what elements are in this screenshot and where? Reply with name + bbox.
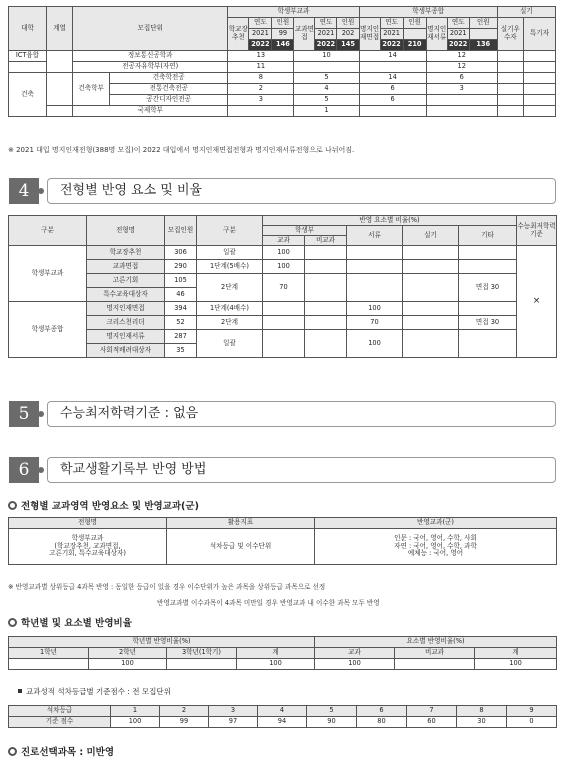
- stage-cell: 2단계: [197, 274, 263, 302]
- table-row: [9, 51, 556, 62]
- year-cell: 2021: [249, 29, 272, 40]
- value-cell: 8: [228, 73, 294, 84]
- table-row: [9, 62, 556, 73]
- etc-cell: [459, 260, 517, 274]
- etc-cell: [459, 330, 517, 358]
- value-cell: 100: [237, 659, 315, 670]
- col-quota: 모집인원: [165, 216, 197, 246]
- circle-bullet-icon: [8, 747, 17, 756]
- name-cell: 사회적배려대상자: [87, 344, 165, 358]
- year-cell: 2022: [315, 40, 337, 51]
- value-cell: 11: [228, 62, 294, 73]
- grade-cell: 4: [258, 706, 307, 717]
- value-cell: [359, 62, 426, 73]
- year-label: 연도: [380, 18, 403, 29]
- value-cell: 3: [426, 84, 497, 95]
- col-subjects: 반영교과(군): [315, 518, 557, 529]
- section-number: 5: [9, 401, 39, 427]
- row-label: 기준 점수: [9, 717, 111, 728]
- unit-cell: 공간디자인전공: [110, 95, 228, 106]
- name-cell: 고른기회: [87, 274, 165, 288]
- value-cell: 6: [359, 95, 426, 106]
- square-bullet-icon: [18, 689, 22, 693]
- col-myeong-int: 명지인재면접: [359, 18, 380, 51]
- quota-cell: 306: [165, 246, 197, 260]
- value-cell: 4: [294, 84, 359, 95]
- grade-cell: 9: [507, 706, 557, 717]
- col-year-ratio: 학년별 반영비율(%): [9, 637, 315, 648]
- value-cell: 3: [228, 95, 294, 106]
- col-gyoga-int: 교과면접: [294, 18, 315, 51]
- name-cell: [9, 529, 167, 565]
- grade-cell: 2: [160, 706, 209, 717]
- table-row: [9, 274, 557, 288]
- col-gyo: 교과: [263, 236, 305, 246]
- col-label: 비교과: [395, 648, 475, 659]
- year-cell: 2021: [380, 29, 403, 40]
- grade-cell: 1: [111, 706, 160, 717]
- value-cell: 2: [228, 84, 294, 95]
- inwon-label: 인원: [403, 18, 426, 29]
- value-cell: [167, 659, 237, 670]
- name-cell: 학교장추천: [87, 246, 165, 260]
- gyo-cell: 70: [263, 274, 305, 302]
- group-label: 학생부종합: [9, 302, 87, 358]
- value-cell: 6: [359, 84, 426, 95]
- grade-cell: 3: [209, 706, 258, 717]
- col-hakgyo: 학생부교과: [228, 7, 359, 18]
- year-cell: 2021: [447, 29, 469, 40]
- col-teukgi: 특기자: [523, 18, 555, 51]
- col-gubun: 구분: [9, 216, 87, 246]
- score-cell: 80: [357, 717, 407, 728]
- grade-score-table: [8, 705, 557, 728]
- value-cell: 5: [294, 95, 359, 106]
- value-cell: 14: [359, 73, 426, 84]
- value-cell: 100: [315, 659, 395, 670]
- table-row: [9, 659, 557, 670]
- value-cell: 10: [294, 51, 359, 62]
- unit-cell: 국제학부: [73, 106, 228, 117]
- value-cell: 6: [426, 73, 497, 84]
- section-title: 수능최저학력기준 : 없음: [47, 401, 556, 427]
- year-label: 연도: [249, 18, 272, 29]
- score-cell: 30: [457, 717, 507, 728]
- inwon-cell: 136: [469, 40, 497, 51]
- ratio-table: [8, 215, 557, 358]
- connector-dot: [38, 467, 44, 473]
- quota-cell: 290: [165, 260, 197, 274]
- col-silgi: 실기: [497, 7, 555, 18]
- subheading-ratio: [8, 615, 132, 629]
- grade-cell: 8: [457, 706, 507, 717]
- col-ratio: 반영 요소별 비율(%): [263, 216, 517, 226]
- quota-cell: 52: [165, 316, 197, 330]
- inwon-label: 인원: [337, 18, 359, 29]
- quota-cell: 287: [165, 330, 197, 344]
- section-title: 학교생활기록부 반영 방법: [47, 457, 556, 483]
- col-name: 전형명: [9, 518, 167, 529]
- inwon-label: 인원: [469, 18, 497, 29]
- connector-dot: [38, 188, 44, 194]
- stage-cell: 2단계: [197, 316, 263, 330]
- gyo-cell: 100: [263, 246, 305, 260]
- col-jonghap: 학생부종합: [359, 7, 497, 18]
- value-cell: 12: [426, 62, 497, 73]
- name-cell: 크리스천리더: [87, 316, 165, 330]
- col-hakgyo-rec: 학교장추천: [228, 18, 249, 51]
- score-cell: 0: [507, 717, 557, 728]
- doc-cell: [347, 274, 403, 302]
- section-number: 4: [9, 178, 39, 204]
- dept-cell: 건축학부: [73, 73, 110, 106]
- value-cell: 14: [359, 51, 426, 62]
- value-cell: 100: [89, 659, 167, 670]
- year-cell: 2021: [315, 29, 337, 40]
- section-5-header: [9, 401, 556, 427]
- value-cell: [395, 659, 475, 670]
- col-label: 계: [237, 648, 315, 659]
- subjects-table: [8, 517, 557, 565]
- doc-cell: 100: [347, 302, 403, 316]
- col-etc: 기타: [459, 226, 517, 246]
- col-name: 전형명: [87, 216, 165, 246]
- value-cell: [426, 95, 497, 106]
- score-cell: 100: [111, 717, 160, 728]
- circle-bullet-icon: [8, 501, 17, 510]
- subheading-career: [8, 744, 114, 758]
- value-cell: [294, 62, 359, 73]
- col-label: 2학년: [89, 648, 167, 659]
- name-line: 학생부교과: [71, 534, 104, 543]
- col-grade: 석차등급: [9, 706, 111, 717]
- name-line: (학교장추천, 교과면접,: [54, 541, 121, 550]
- etc-cell: 면접 30: [459, 316, 517, 330]
- table-row: [9, 246, 557, 260]
- score-cell: 94: [258, 717, 307, 728]
- section-6-header: [9, 457, 556, 483]
- bullet-text: 교과성적 석차등급별 기준점수 : 전 모집단위: [26, 687, 171, 696]
- gyo-cell: 100: [263, 260, 305, 274]
- stage-cell: 일괄: [197, 330, 263, 358]
- col-gye: 계열: [47, 7, 73, 51]
- col-index: 활용지표: [167, 518, 315, 529]
- section-number: 6: [9, 457, 39, 483]
- quota-cell: 35: [165, 344, 197, 358]
- table-row: [9, 717, 557, 728]
- inwon-cell: 99: [272, 29, 294, 40]
- inwon-cell: [403, 29, 426, 40]
- note-top4-b: 반영교과별 이수과목이 4과목 미만일 경우 반영교과 내 이수한 과목 모두 반영: [157, 599, 380, 607]
- doc-cell: 70: [347, 316, 403, 330]
- table-row: [9, 330, 557, 344]
- table-row: [9, 316, 557, 330]
- col-silgi: 실기: [403, 226, 459, 246]
- year-label: 연도: [315, 18, 337, 29]
- etc-cell: [459, 246, 517, 260]
- inwon-cell: 202: [337, 29, 359, 40]
- subject-line: 예체능 : 국어, 영어: [407, 549, 464, 558]
- stage-cell: 일괄: [197, 246, 263, 260]
- grade-cell: 7: [407, 706, 457, 717]
- year-ratio-table: [8, 636, 557, 670]
- col-saeng: 학생부: [263, 226, 347, 236]
- value-cell: 5: [294, 73, 359, 84]
- name-cell: 명지인재서류: [87, 330, 165, 344]
- inwon-cell: 210: [403, 40, 426, 51]
- subheading-text: 학년별 및 요소별 반영비율: [21, 618, 132, 629]
- univ-cell: ICT융합: [9, 51, 47, 62]
- inwon-cell: 146: [272, 40, 294, 51]
- circle-bullet-icon: [8, 618, 17, 627]
- value-cell: [228, 106, 294, 117]
- name-line: 고른기회, 특수교육대상자): [49, 549, 126, 558]
- quota-cell: 105: [165, 274, 197, 288]
- name-cell: 특수교육대상자: [87, 288, 165, 302]
- col-label: 계: [475, 648, 557, 659]
- grade-cell: 6: [357, 706, 407, 717]
- section-title: 전형별 반영 요소 및 비율: [47, 178, 556, 204]
- score-cell: 97: [209, 717, 258, 728]
- table-row: [9, 73, 556, 84]
- year-label: 연도: [447, 18, 469, 29]
- unit-cell: 전통건축전공: [110, 84, 228, 95]
- col-gubun2: 구분: [197, 216, 263, 246]
- suneung-value: ×: [517, 246, 557, 358]
- col-label: 교과: [315, 648, 395, 659]
- value-cell: 12: [426, 51, 497, 62]
- col-doc: 서류: [347, 226, 403, 246]
- table-row: [9, 260, 557, 274]
- etc-cell: [459, 302, 517, 316]
- name-cell: 교과면접: [87, 260, 165, 274]
- value-cell: [359, 106, 426, 117]
- inwon-label: 인원: [272, 18, 294, 29]
- year-cell: 2022: [249, 40, 272, 51]
- value-cell: [426, 106, 497, 117]
- subject-line: 자연 : 국어, 영어, 수학, 과학: [394, 541, 477, 550]
- table-row: [9, 529, 557, 565]
- name-cell: 명지인재면접: [87, 302, 165, 316]
- doc-cell: 100: [347, 330, 403, 358]
- etc-cell: 면접 30: [459, 274, 517, 302]
- col-label: 3학년(1학기): [167, 648, 237, 659]
- stage-cell: 1단계(5배수): [197, 260, 263, 274]
- stage-cell: 1단계(4배수): [197, 302, 263, 316]
- value-cell: 1: [294, 106, 359, 117]
- col-silgi-ex: 실기우수자: [497, 18, 523, 51]
- note-top4-a: ※ 반영교과별 상위등급 4과목 반영 : 동일한 등급이 있을 경우 이수단위가 높은 과목을 상위등급 과목으로 선정: [8, 583, 326, 591]
- gyo-cell: [263, 330, 305, 358]
- col-bigyo: 비교과: [305, 236, 347, 246]
- table-row: [9, 106, 556, 117]
- quota-cell: 394: [165, 302, 197, 316]
- quota-table: [8, 6, 556, 117]
- value-cell: 13: [228, 51, 294, 62]
- univ-cell: 건축: [9, 73, 47, 117]
- unit-cell: 건축학전공: [110, 73, 228, 84]
- score-cell: 99: [160, 717, 209, 728]
- subject-line: 인문 : 국어, 영어, 수학, 사회: [394, 534, 477, 543]
- gyo-cell: [263, 316, 305, 330]
- col-label: 1학년: [9, 648, 89, 659]
- quota-cell: 46: [165, 288, 197, 302]
- unit-cell: 전공자유학부(자연): [73, 62, 228, 73]
- subjects-cell: [315, 529, 557, 565]
- index-cell: 석차등급 및 이수단위: [167, 529, 315, 565]
- year-cell: 2022: [380, 40, 403, 51]
- subheading-subjects: [8, 498, 199, 512]
- doc-cell: [347, 260, 403, 274]
- col-element-ratio: 요소별 반영비율(%): [315, 637, 557, 648]
- gyo-cell: [263, 302, 305, 316]
- inwon-cell: 145: [337, 40, 359, 51]
- bullet-grade-score: [18, 686, 171, 697]
- value-cell: [9, 659, 89, 670]
- col-unit: 모집단위: [73, 7, 228, 51]
- unit-cell: 정보통신공학과: [73, 51, 228, 62]
- inwon-cell: [469, 29, 497, 40]
- score-cell: 60: [407, 717, 457, 728]
- doc-cell: [347, 246, 403, 260]
- note-2021: ※ 2021 대입 명지인재전형(388명 모집)이 2022 대입에서 명지인재면접전형과 명지인재서류전형으로 나뉘어짐.: [8, 146, 355, 154]
- connector-dot: [38, 411, 44, 417]
- subheading-text: 전형별 교과영역 반영요소 및 반영교과(군): [21, 501, 199, 512]
- year-cell: 2022: [447, 40, 469, 51]
- grade-cell: 5: [307, 706, 357, 717]
- col-suneung: 수능최저학력기준: [517, 216, 557, 246]
- col-univ: 대학: [9, 7, 47, 51]
- table-row: [9, 302, 557, 316]
- col-myeong-doc: 명지인재서류: [426, 18, 447, 51]
- section-4-header: [9, 178, 556, 204]
- value-cell: 100: [475, 659, 557, 670]
- subheading-text: 진로선택과목 : 미반영: [21, 747, 115, 758]
- group-label: 학생부교과: [9, 246, 87, 302]
- score-cell: 90: [307, 717, 357, 728]
